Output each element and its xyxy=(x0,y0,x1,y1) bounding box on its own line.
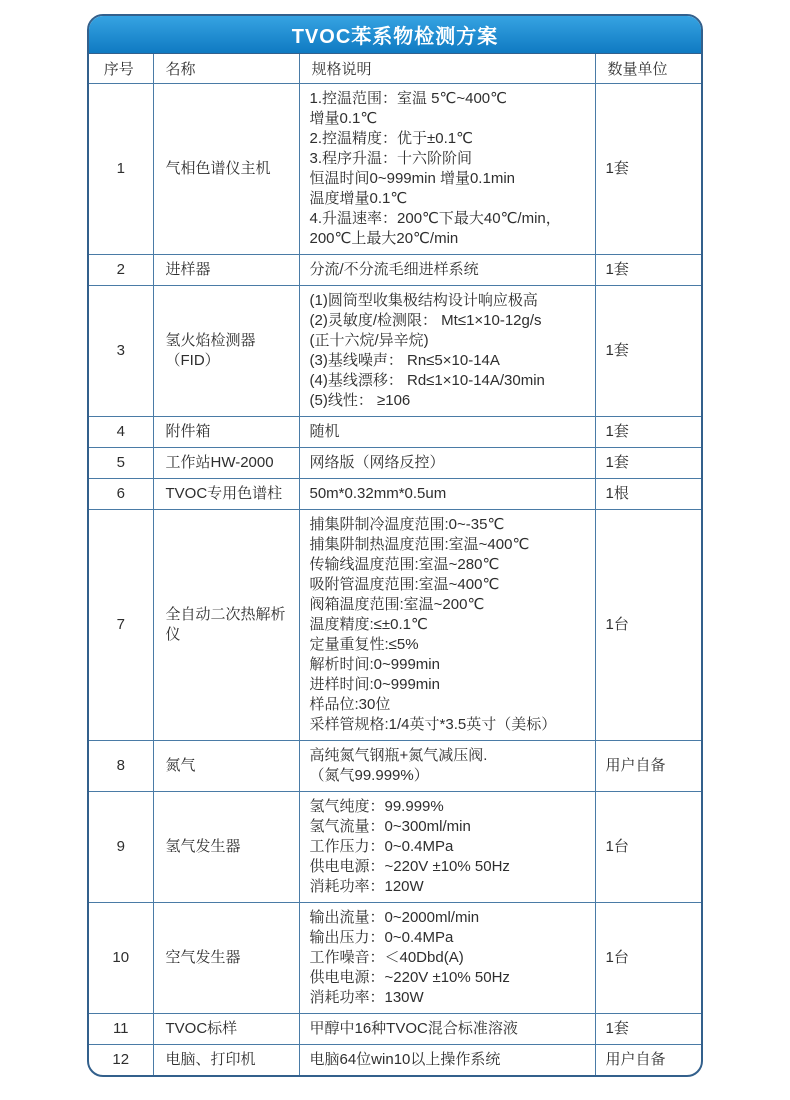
table-row xyxy=(89,791,701,902)
item-name-cell: 氮气 xyxy=(153,740,299,791)
row-number-cell: 9 xyxy=(89,791,153,902)
specification-line: 温度精度:≤±0.1℃ xyxy=(309,615,428,633)
specification-line: 200℃上最大20℃/min xyxy=(309,229,459,247)
specification-line: 氢气纯度：99.999% xyxy=(309,797,444,815)
specification-line: (5)线性： ≥106 xyxy=(309,391,411,409)
row-number-cell: 3 xyxy=(89,285,153,416)
spec-table xyxy=(89,54,701,1075)
table-row xyxy=(89,740,701,791)
specification-line: 进样时间:0~999min xyxy=(309,675,440,693)
specification-line: 电脑64位win10以上操作系统 xyxy=(309,1050,501,1068)
specification-line: 网络版（网络反控） xyxy=(309,453,445,471)
specification-line: 甲醇中16种TVOC混合标准溶液 xyxy=(309,1019,518,1037)
item-name-cell: 电脑、打印机 xyxy=(153,1044,299,1075)
quantity-unit-cell: 1套 xyxy=(595,285,701,416)
specification-line: (正十六烷/异辛烷) xyxy=(309,331,429,349)
specification-line: 2.控温精度：优于±0.1℃ xyxy=(309,129,473,147)
item-name-cell: TVOC标样 xyxy=(153,1013,299,1044)
specification-cell xyxy=(299,509,595,740)
quantity-unit-cell: 用户自备 xyxy=(595,740,701,791)
specification-cell xyxy=(299,83,595,254)
specification-cell xyxy=(299,478,595,509)
row-number-cell: 4 xyxy=(89,416,153,447)
specification-line: 随机 xyxy=(309,422,340,440)
table-row xyxy=(89,1044,701,1075)
quantity-unit-cell: 1套 xyxy=(595,254,701,285)
specification-line: 增量0.1℃ xyxy=(309,109,378,127)
specification-line: 输出压力：0~0.4MPa xyxy=(309,928,454,946)
specification-line: （氮气99.999%） xyxy=(309,766,429,784)
specification-line: 采样管规格:1/4英寸*3.5英寸（美标） xyxy=(309,715,557,733)
table-row xyxy=(89,254,701,285)
specification-cell xyxy=(299,902,595,1013)
specification-line: 传输线温度范围:室温~280℃ xyxy=(309,555,500,573)
specification-cell xyxy=(299,1044,595,1075)
row-number-cell: 10 xyxy=(89,902,153,1013)
specification-line: (1)圆筒型收集极结构设计响应极高 xyxy=(309,291,538,309)
column-header-qty: 数量单位 xyxy=(595,54,701,83)
item-name-cell: 氢火焰检测器（FID） xyxy=(153,285,299,416)
specification-line: 工作噪音：＜40Dbd(A) xyxy=(309,948,464,966)
item-name-cell: 附件箱 xyxy=(153,416,299,447)
specification-line: 捕集阱制冷温度范围:0~-35℃ xyxy=(309,515,505,533)
specification-line: 定量重复性:≤5% xyxy=(309,635,419,653)
specification-line: 恒温时间0~999min 增量0.1min xyxy=(309,169,515,187)
specification-line: 捕集阱制热温度范围:室温~400℃ xyxy=(309,535,530,553)
item-name-cell: 全自动二次热解析仪 xyxy=(153,509,299,740)
item-name-cell: 进样器 xyxy=(153,254,299,285)
specification-cell xyxy=(299,1013,595,1044)
quantity-unit-cell: 1台 xyxy=(595,902,701,1013)
specification-line: 3.程序升温：十六阶阶间 xyxy=(309,149,473,167)
specification-line: 输出流量：0~2000ml/min xyxy=(309,908,480,926)
row-number-cell: 8 xyxy=(89,740,153,791)
row-number-cell: 12 xyxy=(89,1044,153,1075)
quantity-unit-cell: 1套 xyxy=(595,447,701,478)
specification-cell xyxy=(299,447,595,478)
quantity-unit-cell: 1台 xyxy=(595,509,701,740)
quantity-unit-cell: 1根 xyxy=(595,478,701,509)
specification-cell xyxy=(299,416,595,447)
row-number-cell: 7 xyxy=(89,509,153,740)
specification-line: 4.升温速率：200℃下最大40℃/min， xyxy=(309,209,561,227)
row-number-cell: 2 xyxy=(89,254,153,285)
specification-line: 供电电源：~220V ±10% 50Hz xyxy=(309,968,510,986)
specification-line: (3)基线噪声： Rn≤5×10-14A xyxy=(309,351,500,369)
specification-line: 样品位:30位 xyxy=(309,695,391,713)
quantity-unit-cell: 1套 xyxy=(595,1013,701,1044)
specification-line: 供电电源：~220V ±10% 50Hz xyxy=(309,857,510,875)
table-title-bar xyxy=(89,16,701,54)
specification-line: 温度增量0.1℃ xyxy=(309,189,408,207)
specification-cell xyxy=(299,254,595,285)
specification-line: 高纯氮气钢瓶+氮气减压阀. xyxy=(309,746,488,764)
item-name-cell: 气相色谱仪主机 xyxy=(153,83,299,254)
row-number-cell: 11 xyxy=(89,1013,153,1044)
quantity-unit-cell: 1套 xyxy=(595,416,701,447)
table-title: TVOC苯系物检测方案 xyxy=(291,26,499,48)
quantity-unit-cell: 用户自备 xyxy=(595,1044,701,1075)
row-number-cell: 6 xyxy=(89,478,153,509)
column-header-no: 序号 xyxy=(89,54,153,83)
specification-line: (2)灵敏度/检测限： Mt≤1×10-12g/s xyxy=(309,311,542,329)
table-row xyxy=(89,902,701,1013)
row-number-cell: 1 xyxy=(89,83,153,254)
table-body xyxy=(89,83,701,1075)
specification-line: 阀箱温度范围:室温~200℃ xyxy=(309,595,485,613)
item-name-cell: 工作站HW-2000 xyxy=(153,447,299,478)
header-row xyxy=(89,54,701,83)
specification-line: 氢气流量：0~300ml/min xyxy=(309,817,471,835)
row-number-cell: 5 xyxy=(89,447,153,478)
table-row xyxy=(89,285,701,416)
specification-cell xyxy=(299,791,595,902)
item-name-cell: 氢气发生器 xyxy=(153,791,299,902)
column-header-name: 名称 xyxy=(153,54,299,83)
table-row xyxy=(89,83,701,254)
specification-line: 消耗功率：120W xyxy=(309,877,424,895)
spec-table-panel xyxy=(87,14,703,1077)
specification-line: 工作压力：0~0.4MPa xyxy=(309,837,454,855)
specification-line: (4)基线漂移： Rd≤1×10-14A/30min xyxy=(309,371,545,389)
column-header-spec: 规格说明 xyxy=(299,54,595,83)
quantity-unit-cell: 1台 xyxy=(595,791,701,902)
specification-line: 吸附管温度范围:室温~400℃ xyxy=(309,575,500,593)
specification-line: 50m*0.32mm*0.5um xyxy=(309,484,447,502)
specification-line: 消耗功率：130W xyxy=(309,988,424,1006)
table-row xyxy=(89,416,701,447)
specification-line: 分流/不分流毛细进样系统 xyxy=(309,260,479,278)
item-name-cell: 空气发生器 xyxy=(153,902,299,1013)
specification-cell xyxy=(299,285,595,416)
specification-line: 解析时间:0~999min xyxy=(309,655,440,673)
quantity-unit-cell: 1套 xyxy=(595,83,701,254)
table-row xyxy=(89,1013,701,1044)
item-name-cell: TVOC专用色谱柱 xyxy=(153,478,299,509)
specification-cell xyxy=(299,740,595,791)
table-row xyxy=(89,478,701,509)
table-row xyxy=(89,509,701,740)
specification-line: 1.控温范围：室温 5℃~400℃ xyxy=(309,89,507,107)
table-row xyxy=(89,447,701,478)
